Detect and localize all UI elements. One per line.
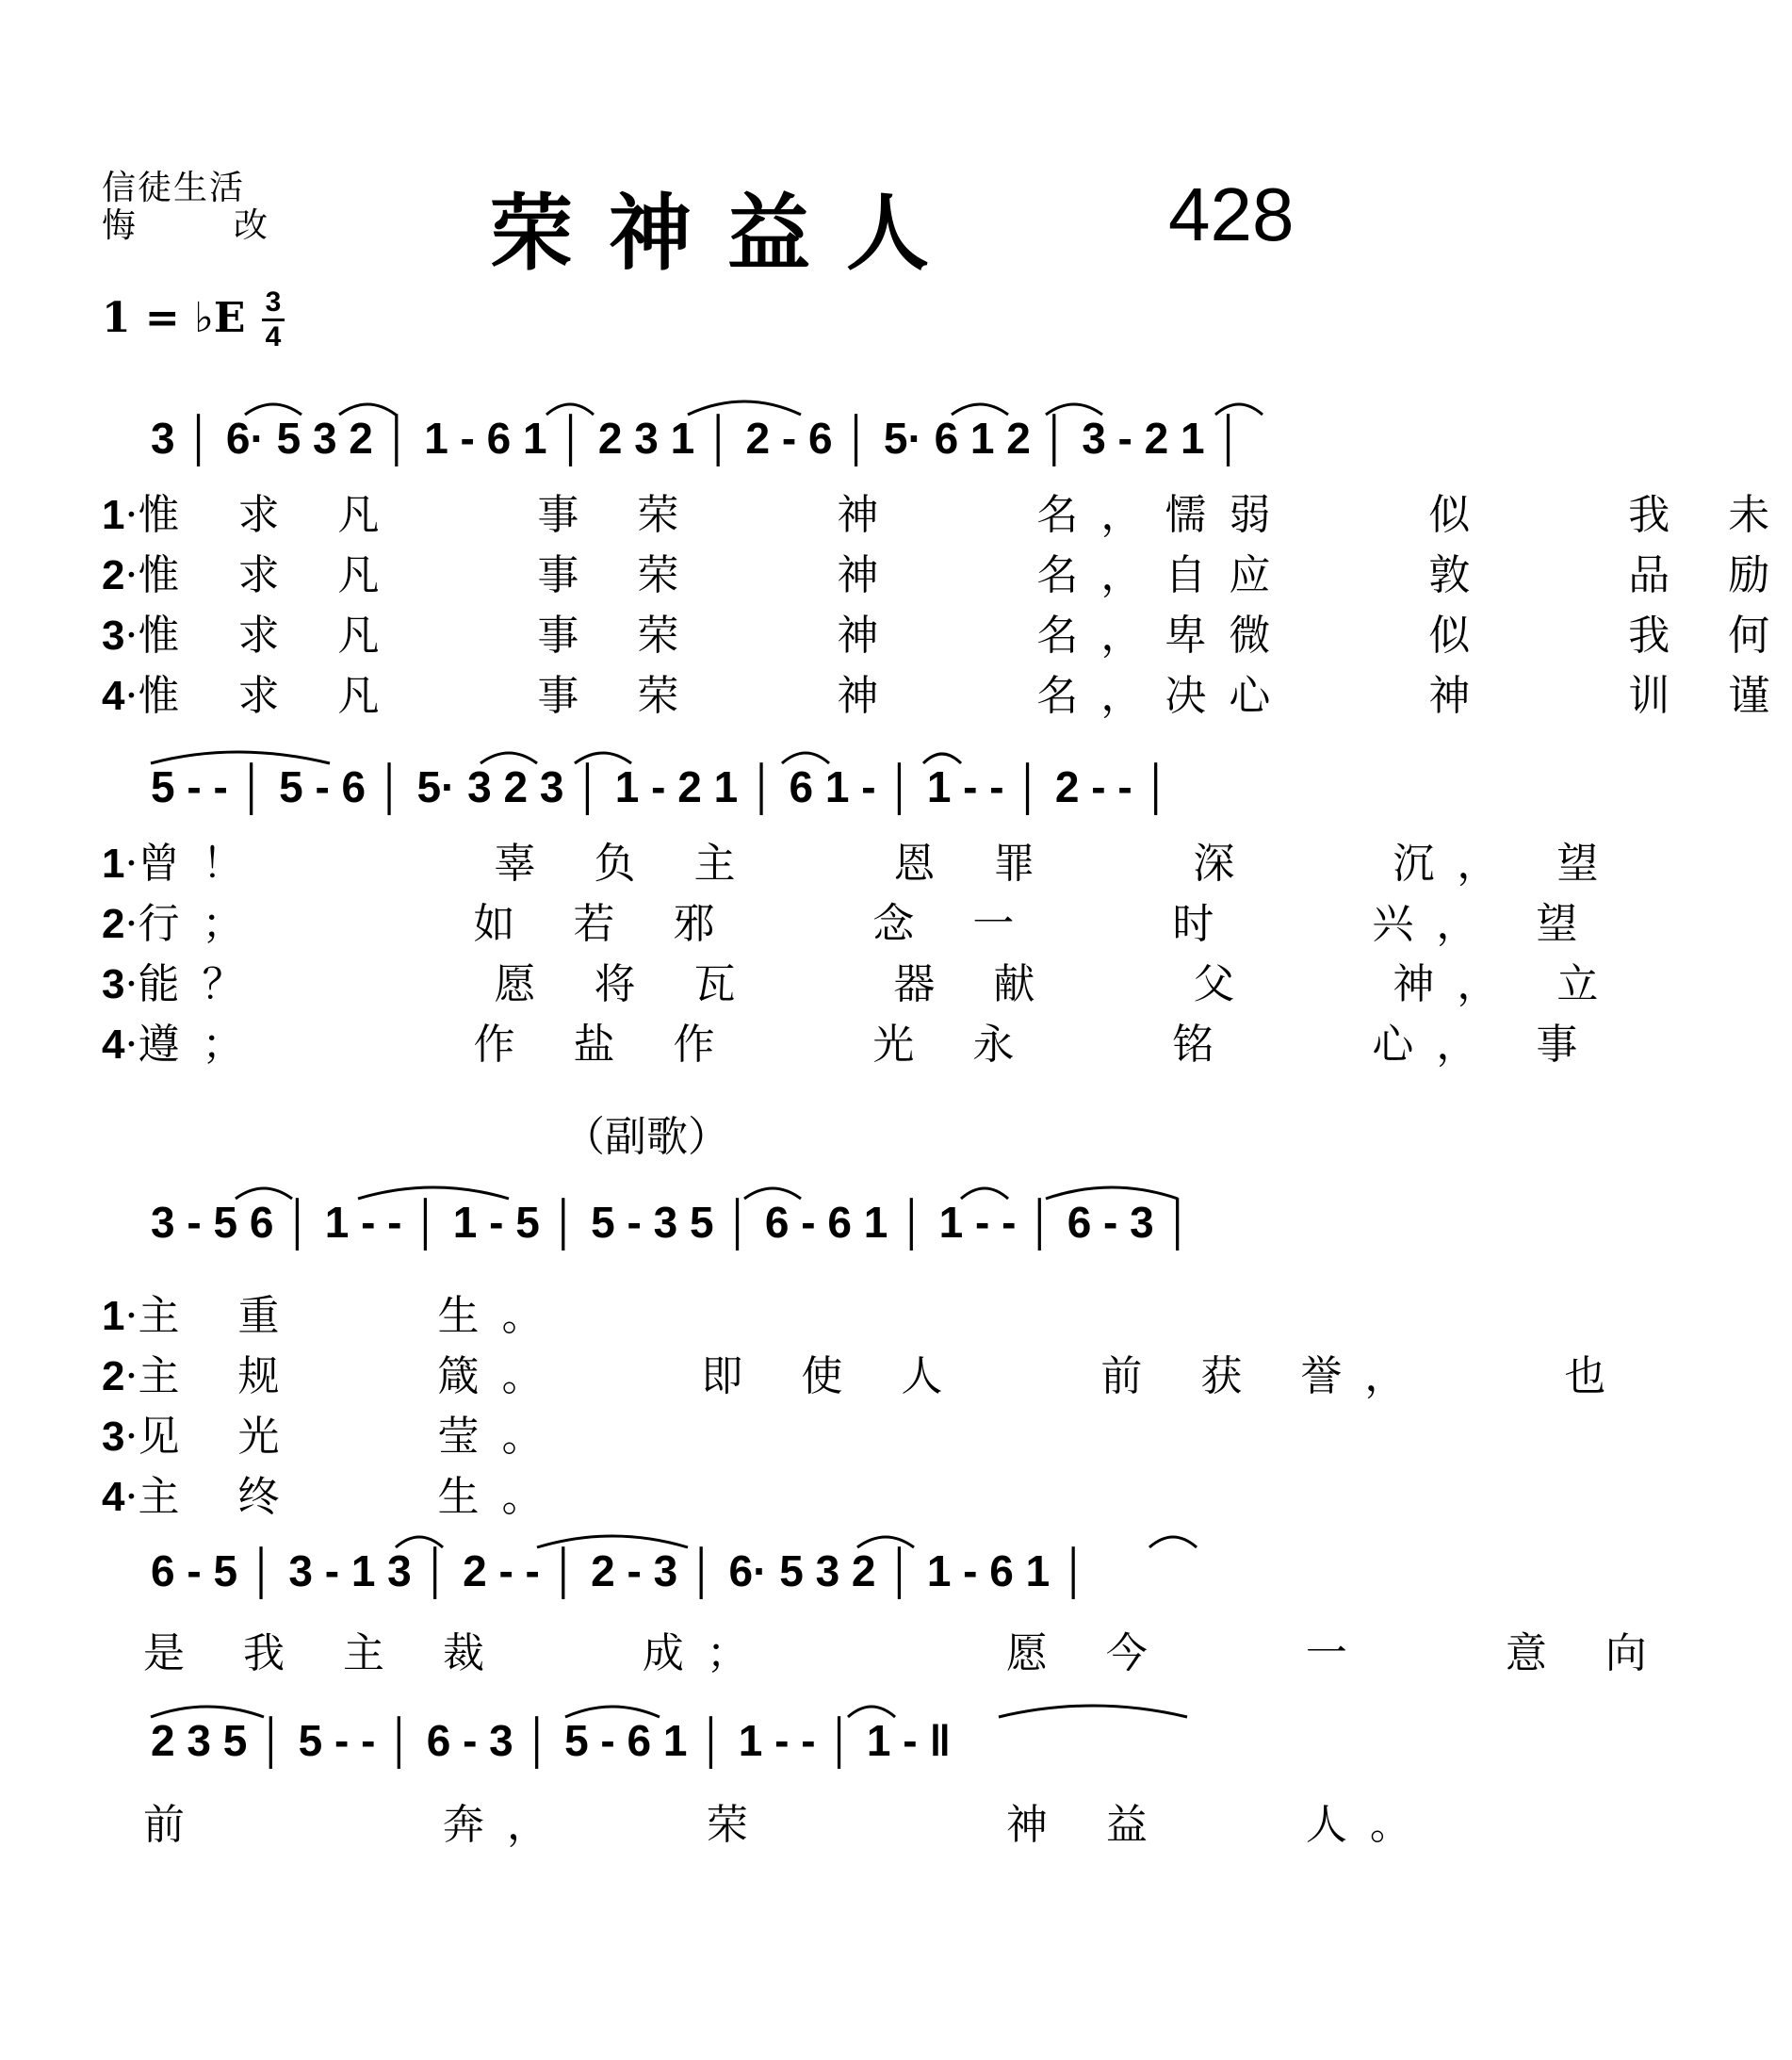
slur-mark [151, 1707, 264, 1717]
verse-dot: · [124, 551, 138, 599]
slur-mark [848, 1707, 895, 1717]
slur-mark [961, 1188, 1008, 1199]
slur-mark [339, 404, 396, 415]
verse-text: 遵； 作 盐 作 光 永 铭 心， 事 [138, 1021, 1601, 1069]
verse-text: 能？ 愿 将 瓦 器 献 父 神， 立 [138, 960, 1621, 1008]
slur-mark [1046, 404, 1102, 415]
verse-dot: · [124, 1021, 138, 1069]
slur-mark [575, 753, 631, 763]
verse-text: 惟 求 凡 事 荣 神 名，卑微 似 我 何 [138, 612, 1792, 660]
verse-dot: · [124, 612, 138, 660]
verse-dot: · [124, 491, 138, 539]
verse-dot: · [124, 840, 138, 888]
chorus-label: （副歌） [563, 1113, 729, 1161]
verse-number: 2 [102, 901, 125, 947]
time-sig-bottom: 4 [265, 321, 282, 352]
verse-number: 1 [102, 1293, 125, 1339]
slur-mark [481, 753, 537, 763]
verse-number: 4 [102, 1022, 125, 1068]
verse-text: 惟 求 凡 事 荣 神 名，决心 神 训 谨 [138, 672, 1792, 720]
verse-text: 主 终 生。 [138, 1473, 566, 1521]
slur-mark [999, 1706, 1187, 1717]
verse-dot: · [124, 960, 138, 1008]
credit-category: 悔 改 [102, 206, 301, 245]
slur-mark [1215, 404, 1263, 415]
system5-lyric: 前 奔， 荣 神 益 人。 [143, 1801, 1434, 1849]
verse-dot: · [124, 1352, 138, 1400]
hymn-title: 荣神益人 [490, 184, 966, 282]
slur-mark [744, 1188, 801, 1199]
slur-mark [923, 754, 961, 763]
slur-mark [358, 1187, 509, 1199]
hymn-number: 428 [1168, 172, 1295, 256]
system4-lyric: 是 我 主 裁 成； 愿 今 一 意 向 [143, 1629, 1670, 1677]
slur-mark [245, 404, 301, 415]
verse-dot: · [124, 1292, 138, 1340]
system1-notation: 3 │ 6· 5 3 2 │ 1 - 6 1 │ 2 3 1 │ 2 - 6 │ 5· 6 1 2 │ 3 - 2 1 │ [151, 414, 1245, 463]
verse-number: 2 [102, 552, 125, 598]
system3-notation: 3 - 5 6 │ 1 - - │ 1 - 5 │ 5 - 3 5 │ 6 - 6 1 │ 1 - - │ 6 - 3 │ [151, 1198, 1194, 1247]
verse-text: 见 光 莹。 [138, 1413, 566, 1461]
verse-text: 行； 如 若 邪 念 一 时 兴， 望 [138, 900, 1601, 948]
verse-number: 3 [102, 961, 125, 1007]
slur-mark [1046, 1187, 1178, 1199]
verse-number: 1 [102, 841, 125, 887]
verse-text: 惟 求 凡 事 荣 神 名，懦弱 似 我 未 [138, 491, 1792, 539]
slur-mark [857, 1537, 914, 1547]
slur-mark [688, 401, 801, 415]
verse-number: 2 [102, 1353, 125, 1399]
key-signature: 1 = ♭E [102, 294, 246, 342]
verse-dot: · [124, 1413, 138, 1461]
verse-number: 4 [102, 1474, 125, 1520]
slur-mark [546, 404, 594, 415]
system5-notation: 2 3 5 │ 5 - - │ 6 - 3 │ 5 - 6 1 │ 1 - - │ 1 - ‖ [151, 1716, 952, 1765]
time-sig-top: 3 [265, 286, 282, 318]
slur-mark [1149, 1537, 1197, 1547]
verse-dot: · [124, 1473, 138, 1521]
slur-mark [565, 1707, 660, 1717]
system4-notation: 6 - 5 │ 3 - 1 3 │ 2 - - │ 2 - 3 │ 6· 5 3 2 │ 1 - 6 1 │ [151, 1546, 1089, 1595]
verse-text: 曾！ 辜 负 主 恩 罪 深 沉， 望 [138, 840, 1621, 888]
verse-number: 4 [102, 673, 125, 719]
verse-dot: · [124, 672, 138, 720]
slur-mark [782, 753, 829, 763]
verse-text: 主 规 箴。 即 使 人 前 获 誉， 也 [138, 1352, 1629, 1400]
verse-number: 1 [102, 492, 125, 538]
credit-source: 信徒生活 [102, 169, 246, 207]
verse-dot: · [124, 900, 138, 948]
verse-text: 主 重 生。 [138, 1292, 566, 1340]
verse-text: 惟 求 凡 事 荣 神 名，自应 敦 品 励 [138, 551, 1792, 599]
verse-number: 3 [102, 613, 125, 659]
slur-mark [952, 404, 1008, 415]
slur-mark [151, 752, 330, 763]
system2-notation: 5 - - │ 5 - 6 │ 5· 3 2 3 │ 1 - 2 1 │ 6 1 - │ 1 - - │ 2 - - │ [151, 762, 1172, 811]
slur-mark [537, 1536, 688, 1547]
slur-mark [396, 1537, 443, 1547]
verse-number: 3 [102, 1414, 125, 1460]
slur-mark [236, 1188, 292, 1199]
